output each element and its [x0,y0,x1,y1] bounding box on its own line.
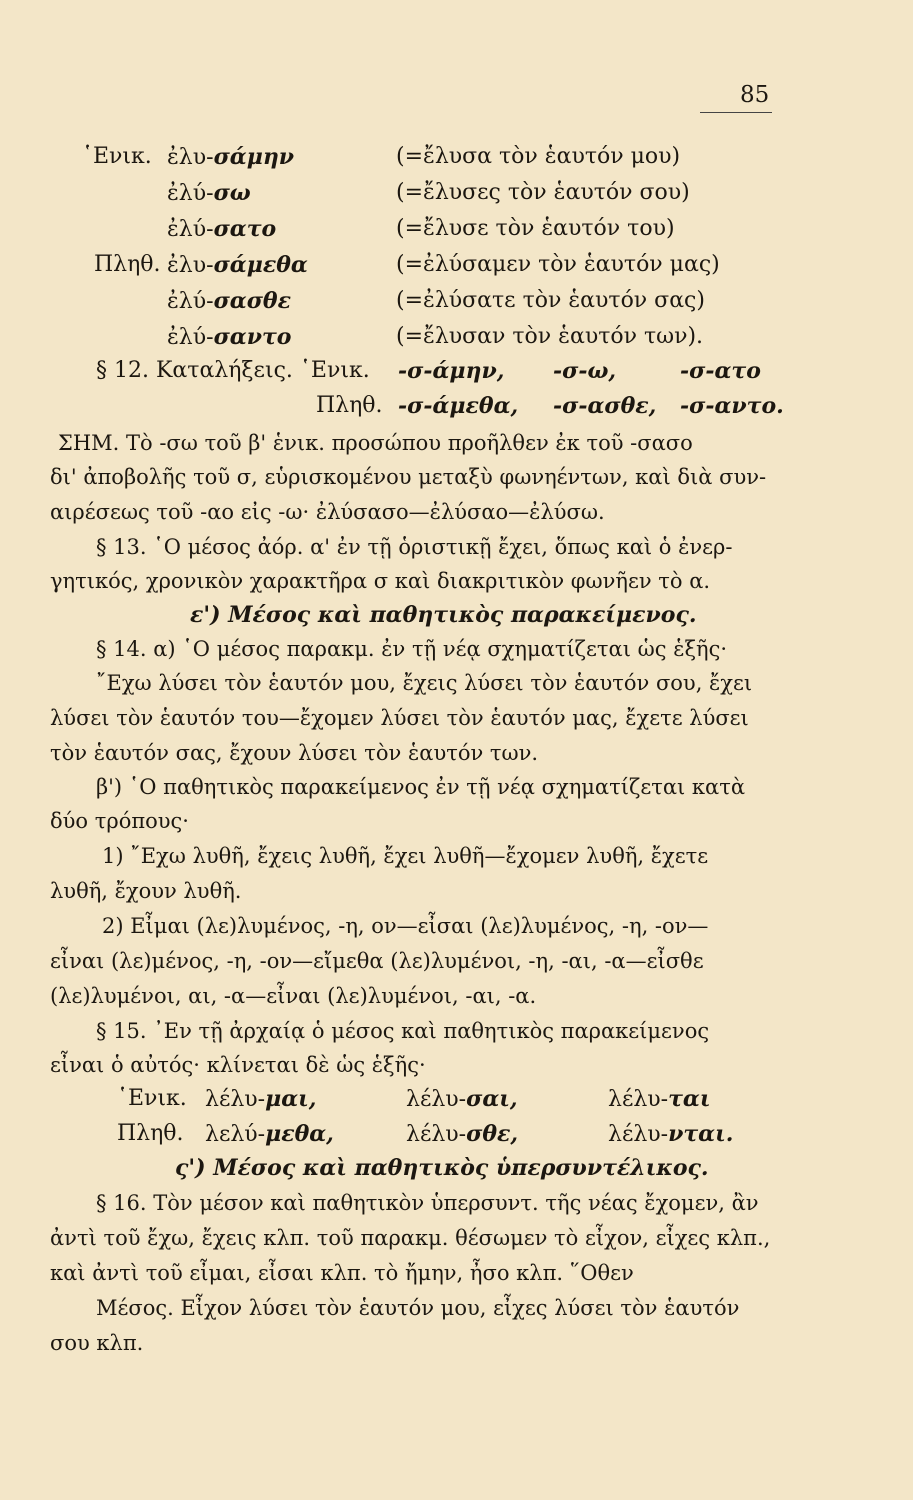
ending-sing-2: -σ-ω, [553,358,617,384]
table2-plur-3: λέλυ-νται. [608,1121,734,1147]
page-number: 85 [740,82,770,108]
note-line: αιρέσεως τοῦ -αο εἰς -ω· ἐλύσασο—ἐλύσαο—ἐλύσω. [50,500,605,524]
paragraph-line: τὸν ἑαυτόν σας, ἔχουν λύσει τὸν ἑαυτόν των. [50,741,539,765]
table1-form-row-5: ἐλύ-σασθε [167,288,291,314]
table2-sing-label: ῾Ενικ. [117,1086,187,1111]
paragraph-line: § 15. ᾿Εν τῇ ἀρχαίᾳ ὁ μέσος καὶ παθητικὸς παρακείμενος [96,1019,710,1043]
paragraph-line: (λε)λυμένοι, αι, -α—εἶναι (λε)λυμένοι, -αι, -α. [50,984,537,1008]
ending-plur-1: -σ-άμεθα, [398,393,519,419]
table1-form-row-6: ἐλύ-σαντο [167,324,292,350]
paragraph-line: λυθῆ, ἔχουν λυθῆ. [50,879,242,903]
table2-sing-2: λέλυ-σαι, [406,1086,518,1112]
table1-gloss-row-5: (=ἐλύσατε τὸν ἑαυτόν σας) [396,288,705,313]
table1-form-row-1: ἐλυ-σάμην [167,144,295,170]
paragraph-line: § 14. α) ῾Ο μέσος παρακμ. ἐν τῇ νέᾳ σχηματίζεται ὡς ἑξῆς· [96,637,728,661]
paragraph-line: 2) Εἶμαι (λε)λυμένος, -η, ον—εἶσαι (λε)λυμένος, -η, -ον— [102,914,709,938]
header-rule [700,112,772,113]
table1-form-row-3: ἐλύ-σατο [167,216,277,242]
section-heading-e: ε') Μέσος καὶ παθητικὸς παρακείμενος. [190,602,697,628]
note-line: δι' ἀποβολῆς τοῦ σ, εὑρισκομένου μεταξὺ φωνηέντων, καὶ διὰ συν- [50,465,767,489]
paragraph-line: εἶναι ὁ αὐτός· κλίνεται δὲ ὡς ἑξῆς· [50,1053,426,1077]
table2-plur-2: λέλυ-σθε, [406,1121,519,1147]
table1-label-row-1: ῾Ενικ. [82,144,152,169]
paragraph-line: § 13. ῾Ο μέσος ἀόρ. α' ἐν τῇ ὁριστικῇ ἔχει, ὅπως καὶ ὁ ἐνερ- [96,535,733,559]
section-heading-st: ς') Μέσος καὶ παθητικὸς ὑπερσυντέλικος. [175,1155,709,1181]
table2-plur-label: Πληθ. [117,1121,184,1146]
note-line: ΣΗΜ. Τὸ -σω τοῦ β' ἑνικ. προσώπου προῆλθεν ἐκ τοῦ -σασο [58,431,693,455]
ending-sing-3: -σ-ατο [680,358,761,384]
table1-gloss-row-6: (=ἔλυσαν τὸν ἑαυτόν των). [396,324,704,349]
ending-plur-2: -σ-ασθε, [553,393,657,419]
paragraph-line: δύο τρόπους· [50,809,189,833]
paragraph-line: ῎Εχω λύσει τὸν ἑαυτόν μου, ἔχεις λύσει τὸν ἑαυτόν σου, ἔχει [96,671,753,695]
paragraph-line: εἶναι (λε)μένος, -η, -ον—εἴμεθα (λε)λυμένοι, -η, -αι, -α—εἶσθε [50,949,704,973]
paragraph-line: γητικός, χρονικὸν χαρακτῆρα σ καὶ διακριτικὸν φωνῆεν τὸ α. [50,569,711,593]
paragraph-line: 1) ῎Εχω λυθῆ, ἔχεις λυθῆ, ἔχει λυθῆ—ἔχομεν λυθῆ, ἔχετε [102,844,709,868]
paragraph-line: ἀντὶ τοῦ ἔχω, ἔχεις κλπ. τοῦ παρακμ. θέσωμεν τὸ εἶχον, εἶχες κλπ., [50,1226,771,1250]
paragraph-line: λύσει τὸν ἑαυτόν του—ἔχομεν λύσει τὸν ἑαυτόν μας, ἔχετε λύσει [50,706,749,730]
paragraph-line: Μέσος. Εἶχον λύσει τὸν ἑαυτόν μου, εἶχες λύσει τὸν ἑαυτόν [96,1296,740,1320]
endings-heading: § 12. Καταλήξεις. ῾Ενικ. [96,358,370,383]
table1-gloss-row-3: (=ἔλυσε τὸν ἑαυτόν του) [396,216,675,241]
table1-label-row-4: Πληθ. [94,252,161,277]
table1-gloss-row-4: (=ἐλύσαμεν τὸν ἑαυτόν μας) [396,252,720,277]
paragraph-line: β') ῾Ο παθητικὸς παρακείμενος ἐν τῇ νέᾳ σχηματίζεται κατὰ [96,775,746,799]
table2-sing-1: λέλυ-μαι, [205,1086,317,1112]
table1-form-row-2: ἐλύ-σω [167,180,251,206]
table1-form-row-4: ἐλυ-σάμεθα [167,252,308,278]
table2-sing-3: λέλυ-ται [608,1086,711,1112]
paragraph-line: § 16. Τὸν μέσον καὶ παθητικὸν ὑπερσυντ. τῆς νέας ἔχομεν, ἂν [96,1191,759,1215]
ending-sing-1: -σ-άμην, [398,358,505,384]
paragraph-line: σου κλπ. [50,1331,144,1355]
table1-gloss-row-2: (=ἔλυσες τὸν ἑαυτόν σου) [396,180,690,205]
table1-gloss-row-1: (=ἔλυσα τὸν ἑαυτόν μου) [396,144,681,169]
table2-plur-1: λελύ-μεθα, [205,1121,334,1147]
endings-plur-label: Πληθ. [316,393,383,418]
paragraph-line: καὶ ἀντὶ τοῦ εἶμαι, εἶσαι κλπ. τὸ ἤμην, ἦσο κλπ. ῞Οθεν [50,1261,634,1285]
ending-plur-3: -σ-αντο. [680,393,784,419]
